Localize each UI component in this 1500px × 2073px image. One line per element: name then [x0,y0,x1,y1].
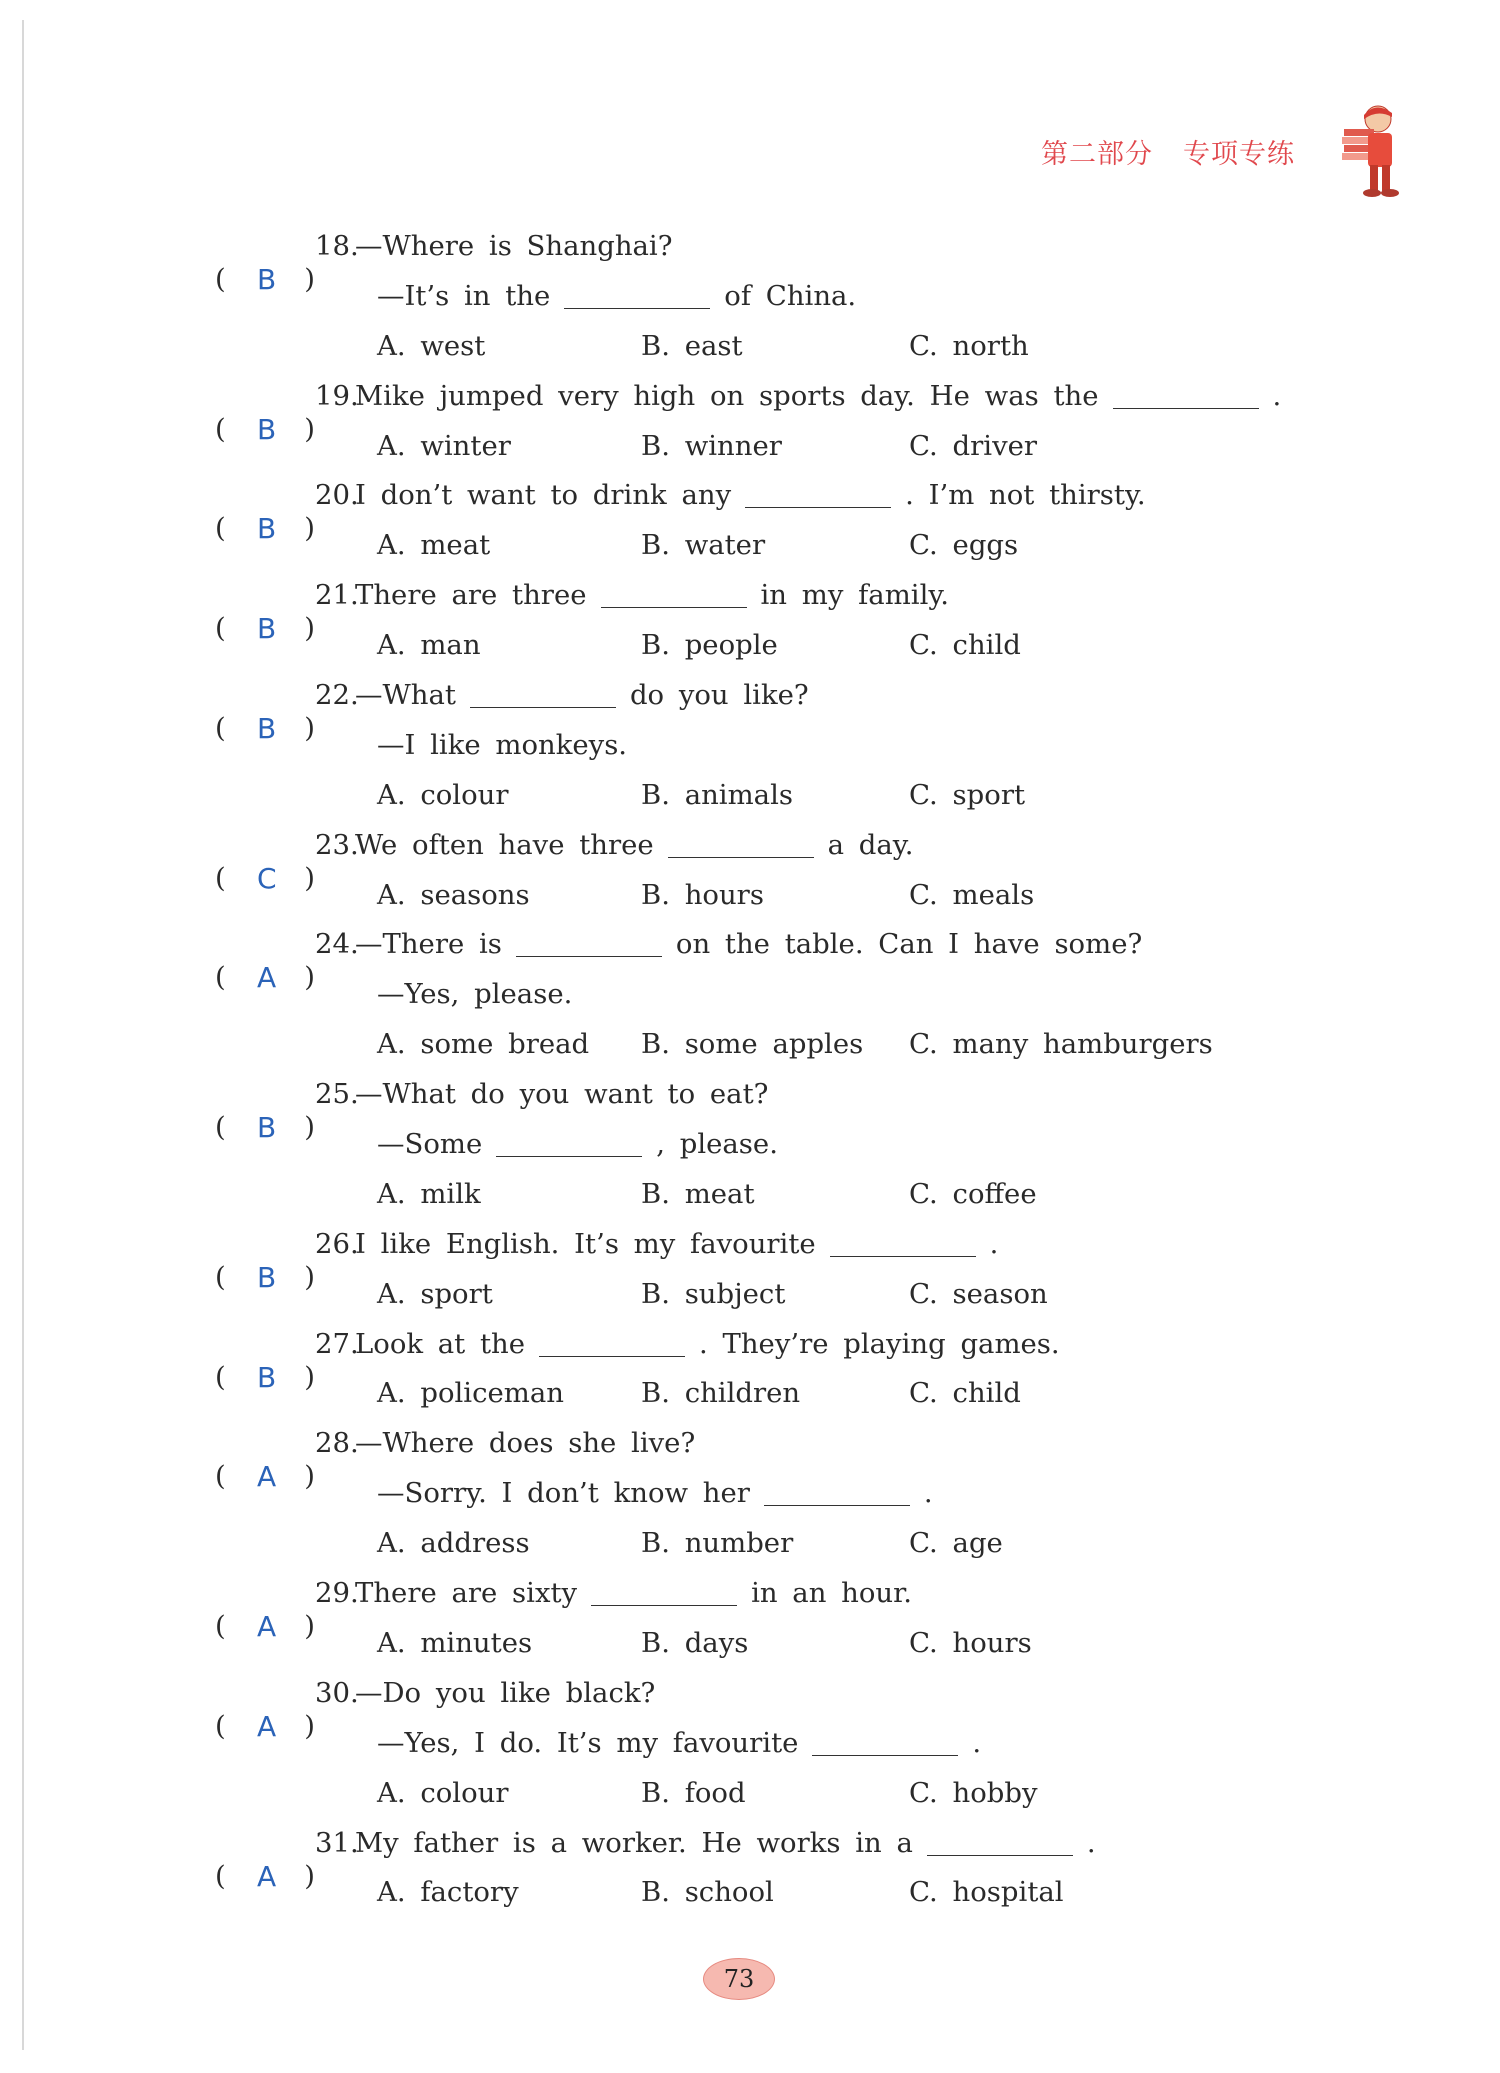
options-row [215,422,1315,472]
answer-blank [927,1823,1073,1856]
section-header [1041,132,1295,171]
options-row [215,521,1315,571]
answer-blank [516,924,662,957]
question-text: —Do you like black? [355,1676,656,1709]
option-a: A. policeman [377,1377,564,1410]
right-paren: ) [304,961,315,994]
answer-letter: B [257,612,277,646]
right-paren: ) [304,1610,315,1643]
option-a: A. seasons [377,878,530,911]
left-paren: ( [215,412,226,445]
answer-blank [539,1324,685,1357]
right-paren: ) [304,712,315,745]
question-number: 20. [315,479,359,512]
option-b: B. children [641,1377,801,1410]
question-line [215,272,1315,322]
right-paren: ) [304,861,315,894]
option-b: B. winner [641,429,782,462]
options-row [215,1519,1315,1569]
option-b: B. water [641,529,766,562]
question-text: —It’s in the [377,279,551,312]
answer-blank [668,825,814,858]
options-row [215,1769,1315,1819]
question-line [215,1469,1315,1519]
left-paren: ( [215,263,226,295]
question-text: There are three [355,579,587,612]
option-a: A. address [377,1527,530,1560]
option-a: A. some bread [377,1028,590,1061]
options-row [215,871,1315,921]
answer-letter: B [257,1360,277,1394]
question-number: 21. [315,579,359,612]
question-text: We often have three [355,828,654,861]
answer-letter: A [257,1709,277,1743]
answer-letter: A [257,1859,277,1893]
options-row [215,1868,1315,1918]
answer-letter: A [257,961,277,995]
question-item [215,372,1315,472]
question-item [215,1419,1315,1569]
right-paren: ) [304,263,315,295]
question-item [215,1220,1315,1320]
option-c: C. child [909,1377,1021,1410]
left-paren: ( [215,1111,226,1144]
question-text: My father is a worker. He works in a [355,1826,913,1859]
question-text: . [923,1477,933,1510]
option-c: C. eggs [909,529,1019,562]
question-number: 28. [315,1427,359,1460]
question-item [215,1669,1315,1819]
answer-letter: C [257,861,277,895]
question-number: 26. [315,1227,359,1260]
option-b: B. east [641,329,743,362]
question-number: 18. [315,230,359,262]
question-text: —Yes, I do. It’s my favourite [377,1726,799,1759]
question-number: 19. [315,379,359,412]
options-row [215,771,1315,821]
question-item [215,821,1315,921]
question-item [215,671,1315,821]
options-row [215,1619,1315,1669]
question-text: —Yes, please. [377,978,573,1011]
question-line [215,970,1315,1020]
option-a: A. winter [377,429,511,462]
left-paren: ( [215,1859,226,1892]
options-row [215,621,1315,671]
answer-blank [745,475,891,508]
part-label: 第二部分 [1041,139,1153,170]
option-b: B. food [641,1776,746,1809]
right-paren: ) [304,412,315,445]
question-item [215,1070,1315,1220]
answer-blank [496,1124,642,1157]
option-c: C. meals [909,878,1035,911]
option-a: A. minutes [377,1626,533,1659]
question-text: There are sixty [355,1577,578,1610]
answer-blank [812,1723,958,1756]
option-a: A. meat [377,529,491,562]
option-c: C. coffee [909,1177,1037,1210]
option-c: C. season [909,1277,1048,1310]
left-paren: ( [215,1260,226,1293]
question-text: —Sorry. I don’t know her [377,1477,750,1510]
answer-blank [764,1473,910,1506]
question-text: —What do you want to eat? [355,1078,769,1111]
answer-letter: B [257,512,277,546]
answer-letter: A [257,1610,277,1644]
left-paren: ( [215,612,226,645]
options-row [215,1020,1315,1070]
question-text: —I like monkeys. [377,728,628,761]
option-a: A. factory [377,1876,519,1909]
question-text: of China. [724,279,857,312]
question-number: 27. [315,1327,359,1360]
answer-blank [470,675,616,708]
options-row [215,1270,1315,1320]
option-a: A. west [377,329,486,362]
page-margin-rule [22,20,24,2050]
question-text: . I’m not thirsty. [905,479,1146,512]
answer-blank [1113,376,1259,409]
answer-blank [564,276,710,309]
option-c: C. north [909,329,1029,362]
left-paren: ( [215,512,226,545]
option-a: A. colour [377,1776,509,1809]
option-b: B. school [641,1876,774,1909]
question-item [215,920,1315,1070]
right-paren: ) [304,1709,315,1742]
option-b: B. some apples [641,1028,864,1061]
left-paren: ( [215,1360,226,1393]
question-text: I don’t want to drink any [355,479,732,512]
question-line [215,1120,1315,1170]
question-number: 22. [315,679,359,712]
left-paren: ( [215,861,226,894]
option-c: C. child [909,629,1021,662]
question-line [215,1719,1315,1769]
question-number: 25. [315,1078,359,1111]
left-paren: ( [215,1709,226,1742]
answer-letter: B [257,412,277,446]
option-a: A. man [377,629,481,662]
option-c: C. hobby [909,1776,1038,1809]
question-text: . [989,1227,999,1260]
options-row [215,322,1315,372]
answer-blank [591,1573,737,1606]
left-paren: ( [215,712,226,745]
question-text: —Some [377,1128,483,1161]
question-number: 29. [315,1577,359,1610]
question-text: —There is [355,928,502,961]
question-item [215,1320,1315,1420]
right-paren: ) [304,1460,315,1493]
right-paren: ) [304,612,315,645]
question-text: . [1086,1826,1096,1859]
question-text: in my family. [760,579,949,612]
question-item [215,571,1315,671]
right-paren: ) [304,1111,315,1144]
question-text: . [972,1726,982,1759]
option-c: C. sport [909,778,1026,811]
section-label: 专项专练 [1183,139,1295,170]
option-c: C. driver [909,429,1038,462]
question-text: on the table. Can I have some? [675,928,1143,961]
option-b: B. animals [641,778,793,811]
answer-letter: B [257,712,277,746]
mascot-boy-with-books-icon [1336,103,1406,203]
page-number: 73 [703,1958,775,2000]
option-b: B. hours [641,878,764,911]
question-text: . They’re playing games. [699,1327,1060,1360]
option-c: C. hospital [909,1876,1064,1909]
question-text: —Where is Shanghai? [355,230,673,262]
option-c: C. age [909,1527,1003,1560]
option-a: A. milk [377,1177,481,1210]
option-b: B. subject [641,1277,786,1310]
right-paren: ) [304,512,315,545]
left-paren: ( [215,961,226,994]
question-item [215,1569,1315,1669]
question-number: 31. [315,1826,359,1859]
question-number: 30. [315,1676,359,1709]
question-text: —What [355,679,456,712]
question-list [215,222,1315,1918]
answer-letter: B [257,263,277,296]
question-item [215,471,1315,571]
option-c: C. many hamburgers [909,1028,1213,1061]
question-text: , please. [656,1128,778,1161]
question-item [215,1819,1315,1919]
option-a: A. sport [377,1277,493,1310]
question-text: Look at the [355,1327,526,1360]
question-text: a day. [827,828,914,861]
option-c: C. hours [909,1626,1032,1659]
question-text: in an hour. [751,1577,913,1610]
options-row [215,1369,1315,1419]
answer-letter: B [257,1111,277,1145]
question-line [215,721,1315,771]
option-b: B. meat [641,1177,755,1210]
question-text: Mike jumped very high on sports day. He was the [355,379,1099,412]
question-item [215,222,1315,372]
right-paren: ) [304,1859,315,1892]
options-row [215,1170,1315,1220]
option-b: B. days [641,1626,749,1659]
right-paren: ) [304,1360,315,1393]
question-text: . [1272,379,1282,412]
option-b: B. number [641,1527,794,1560]
left-paren: ( [215,1610,226,1643]
answer-letter: B [257,1260,277,1294]
option-b: B. people [641,629,778,662]
right-paren: ) [304,1260,315,1293]
option-a: A. colour [377,778,509,811]
answer-letter: A [257,1460,277,1494]
question-text: —Where does she live? [355,1427,696,1460]
question-text: do you like? [629,679,809,712]
question-number: 23. [315,828,359,861]
left-paren: ( [215,1460,226,1493]
answer-blank [601,575,747,608]
question-text: I like English. It’s my favourite [355,1227,816,1260]
answer-blank [830,1224,976,1257]
question-number: 24. [315,928,359,961]
